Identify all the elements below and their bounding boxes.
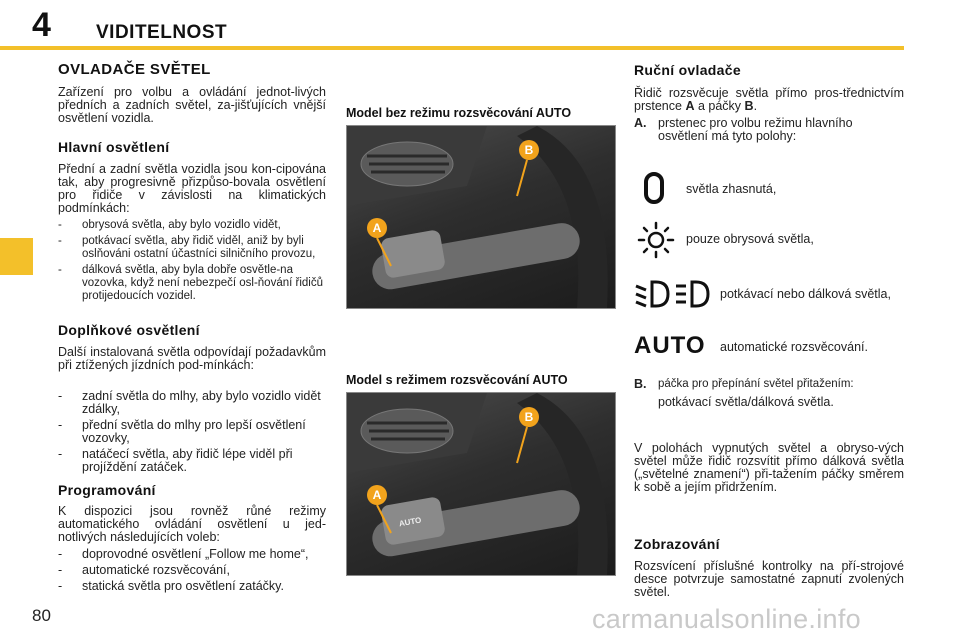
list-item: - zadní světla do mlhy, aby bylo vozidlo vidět zdálky, xyxy=(58,390,326,416)
chapter-number: 4 xyxy=(32,6,51,44)
extra-lights-heading: Doplňkové osvětlení xyxy=(58,322,200,338)
position-dipped-main-beam: potkávací nebo dálková světla, xyxy=(634,276,904,316)
stalk-illustration xyxy=(347,126,615,308)
programming-paragraph: K dispozici jsou rovněž růné režimy automatického ovládání osvětlení u jed-notlivých následujících voleb: xyxy=(58,504,326,544)
auto-icon: AUTO xyxy=(634,332,706,359)
image-caption-no-auto: Model bez režimu rozsvěcování AUTO xyxy=(346,106,572,120)
main-lights-list xyxy=(58,219,326,306)
lights-off-icon xyxy=(634,170,674,210)
extra-lights-paragraph: Další instalovaná světla odpovídají požadavkům při ztížených jízdních pod-mínkách: xyxy=(58,345,326,372)
stalk-photo-auto xyxy=(346,392,616,576)
stalk-auto-label: AUTO xyxy=(398,515,423,529)
stalk-photo-no-auto xyxy=(346,125,616,309)
page-number: 80 xyxy=(32,606,51,625)
programming-heading: Programování xyxy=(58,482,156,498)
header-rule xyxy=(0,46,904,50)
intro-paragraph: Zařízení pro volbu a ovládání jednot-livých předních a zadních světel, za-jišťujících vnější osvětlení vozidla. xyxy=(58,85,326,125)
marker-b-label: B xyxy=(524,410,534,424)
display-paragraph: Rozsvícení příslušné kontrolky na pří-strojové desce potvrzuje samostatné zapnutí zvolených světel. xyxy=(634,559,904,599)
main-lights-heading: Hlavní osvětlení xyxy=(58,139,170,155)
item-a: A. prstenec pro volbu režimu hlavního osvětlení má tyto polohy: xyxy=(634,116,853,143)
watermark: carmanualsonline.info xyxy=(592,604,861,634)
list-item: - doprovodné osvětlení „Follow me home“, xyxy=(58,548,326,561)
list-item: - statická světla pro osvětlení zatáčky. xyxy=(58,580,326,593)
extra-lights-list xyxy=(58,390,326,477)
dipped-main-beam-icon xyxy=(634,276,714,312)
section-title: OVLADAČE SVĚTEL xyxy=(58,61,211,78)
item-b-sub: potkávací světla/dálková světla. xyxy=(658,395,834,409)
marker-b-label: B xyxy=(524,143,534,157)
position-auto: AUTO automatické rozsvěcování. xyxy=(634,332,868,359)
marker-a-label: A xyxy=(372,221,382,235)
list-item: - dálková světla, aby byla dobře osvětle-na vozovka, když není nebezpečí osl-ňování řidičů protijedoucích vozidel. xyxy=(58,264,326,303)
list-item: - obrysová světla, aby bylo vozidlo vidět, xyxy=(58,219,326,232)
manual-controls-intro: Řidič rozsvěcuje světla přímo pros-třednictvím prstence A a páčky B. xyxy=(634,86,904,113)
flash-note: V polohách vypnutých světel a obryso-vých světel může řidič rozsvítit přímo dálková světla („světelné znamení“) při-tažením páčky směrem k sobě a jejím přidržením. xyxy=(634,441,904,494)
image-caption-auto: Model s režimem rozsvěcování AUTO xyxy=(346,373,568,387)
position-side-lights: pouze obrysová světla, xyxy=(634,220,904,260)
item-b: B. páčka pro přepínání světel přitažením: xyxy=(634,377,854,391)
list-item: - natáčecí světla, aby řidič lépe viděl při projíždění zatáček. xyxy=(58,448,326,474)
main-lights-paragraph: Přední a zadní světla vozidla jsou kon-cipována tak, aby progresivně přizpůso-bovala osvětlení pro řidiče v závislosti na klimatických podmínkách: xyxy=(58,162,326,215)
marker-a-label: A xyxy=(372,488,382,502)
display-heading: Zobrazování xyxy=(634,536,720,552)
chapter-side-tab xyxy=(0,238,33,275)
chapter-title: VIDITELNOST xyxy=(96,22,228,43)
list-item: - přední světla do mlhy pro lepší osvětlení vozovky, xyxy=(58,419,326,445)
list-item: - potkávací světla, aby řidič viděl, aniž by byli oslňováni ostatní účastníci silničního provozu, xyxy=(58,235,326,261)
side-lights-icon xyxy=(634,220,678,260)
programming-list xyxy=(58,548,326,596)
position-lights-off: světla zhasnutá, xyxy=(634,170,904,210)
stalk-illustration xyxy=(347,393,615,575)
list-item: - automatické rozsvěcování, xyxy=(58,564,326,577)
manual-controls-heading: Ruční ovladače xyxy=(634,62,741,78)
